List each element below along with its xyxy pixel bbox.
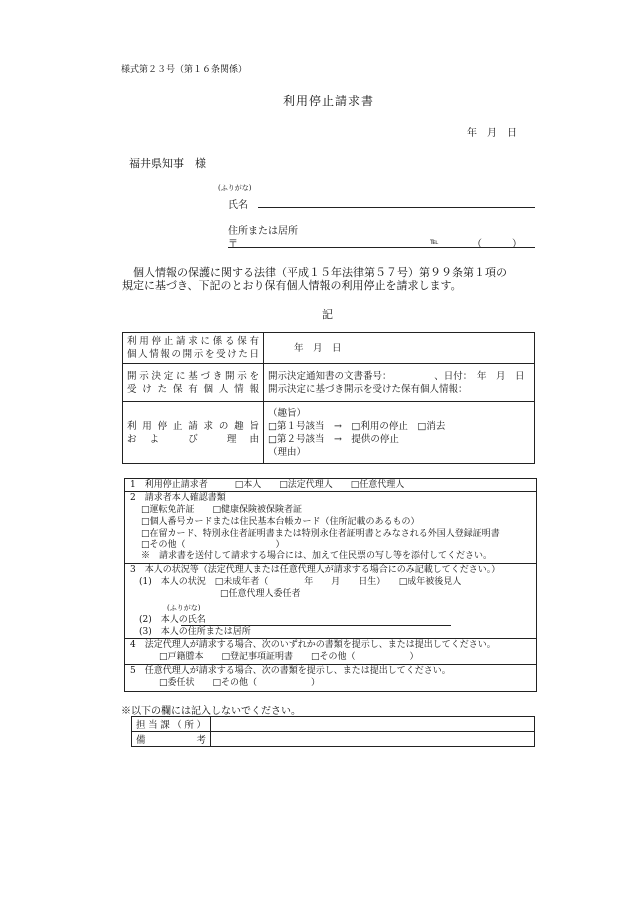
divider xyxy=(125,491,536,492)
purpose-reason-label: 利用停止請求の趣旨 およ び 理由 xyxy=(123,402,264,464)
address-underline[interactable] xyxy=(228,247,535,248)
department-label: 担当課（所） xyxy=(132,717,211,732)
office-use-table xyxy=(131,716,535,747)
tel-paren: （ ） xyxy=(472,239,522,250)
id-docs-line-3[interactable]: □在留カード、特別永住者証明書または特別永住者証明書とみなされる外国人登録証明書 xyxy=(141,529,500,539)
postal-mark: 〒 xyxy=(228,239,238,250)
legal-rep-docs[interactable]: □戸籍謄本 □登記事項証明書 □その他（ ） xyxy=(159,652,419,662)
divider xyxy=(125,638,536,639)
section-1-requester[interactable]: 1 利用停止請求者 □本人 □法定代理人 □任意代理人 xyxy=(130,480,405,490)
office-use-note: ※以下の欄には記入しないでください。 xyxy=(121,706,301,717)
person-address-label: (3) 本人の住所または居所 xyxy=(139,627,251,637)
section-2-title: 2 請求者本人確認書類 xyxy=(130,493,226,503)
form-number: 様式第２３号（第１６条関係） xyxy=(121,65,248,75)
disclosure-date-label: 利用停止請求に係る保有 個人情報の開示を受けた日 xyxy=(123,333,264,364)
person-name-underline[interactable] xyxy=(181,625,451,626)
ki-label: 記 xyxy=(322,308,333,321)
section-5-title: 5 任意代理人が請求する場合、次の書類を提示し、または提出してください。 xyxy=(130,666,451,676)
remarks-label: 備 考 xyxy=(132,732,211,747)
divider xyxy=(125,563,536,564)
id-docs-line-2[interactable]: □個人番号カードまたは住民基本台帳カード（住所記載のあるもの） xyxy=(141,517,420,527)
department-value xyxy=(211,717,535,732)
disclosed-info-label: 開示決定に基づき開示を 受けた保有個人情報 xyxy=(123,364,264,402)
addressee: 福井県知事 様 xyxy=(129,157,206,170)
remarks-value xyxy=(211,732,535,747)
date-label: 年 月 日 xyxy=(467,128,517,139)
request-table xyxy=(122,332,535,464)
tel-icon: ℡ xyxy=(430,237,439,246)
divider xyxy=(125,664,536,665)
person-name-label: (2) 本人の氏名 xyxy=(139,615,206,625)
id-docs-line-1[interactable]: □運転免許証 □健康保険被保険者証 xyxy=(141,505,303,515)
person-furigana: (ふりがな) xyxy=(167,604,201,612)
id-docs-line-4[interactable]: □その他（ ） xyxy=(141,540,285,550)
intro-line-2: 規定に基づき、下記のとおり保有個人情報の利用停止を請求します。 xyxy=(122,279,462,292)
applicant-name-label: 氏名 xyxy=(228,200,248,211)
requester-details-box xyxy=(124,478,537,692)
name-underline[interactable] xyxy=(258,207,535,208)
person-status-line-1[interactable]: (1) 本人の状況 □未成年者（ 年 月 日生） □成年被後見人 xyxy=(139,577,462,587)
page-title: 利用停止請求書 xyxy=(283,94,375,108)
id-docs-note: ※ 請求書を送付して請求する場合には、加えて住民票の写し等を添付してください。 xyxy=(141,551,493,561)
section-3-title: 3 本人の状況等（法定代理人または任意代理人が請求する場合にのみ記載してください。） xyxy=(130,565,501,575)
applicant-furigana: (ふりがな) xyxy=(218,184,252,192)
section-4-title: 4 法定代理人が請求する場合、次のいずれかの書類を提示し、または提出してください。 xyxy=(130,640,496,650)
person-status-line-2[interactable]: □任意代理人委任者 xyxy=(220,589,301,599)
agent-docs[interactable]: □委任状 □その他（ ） xyxy=(159,678,321,688)
address-label: 住所または居所 xyxy=(228,226,298,237)
disclosure-date-value[interactable]: 年 月 日 xyxy=(264,333,535,364)
disclosed-info-value[interactable]: 開示決定通知書の文書番号： 、日付： 年 月 日 開示決定に基づき開示を受けた保有個人情報： xyxy=(264,364,535,402)
intro-line-1: 個人情報の保護に関する法律（平成１５年法律第５７号）第９９条第１項の xyxy=(133,266,507,279)
purpose-reason-value[interactable]: （趣旨） □第１号該当 → □利用の停止 □消去 □第２号該当 → 提供の停止 （理由） xyxy=(264,402,535,464)
